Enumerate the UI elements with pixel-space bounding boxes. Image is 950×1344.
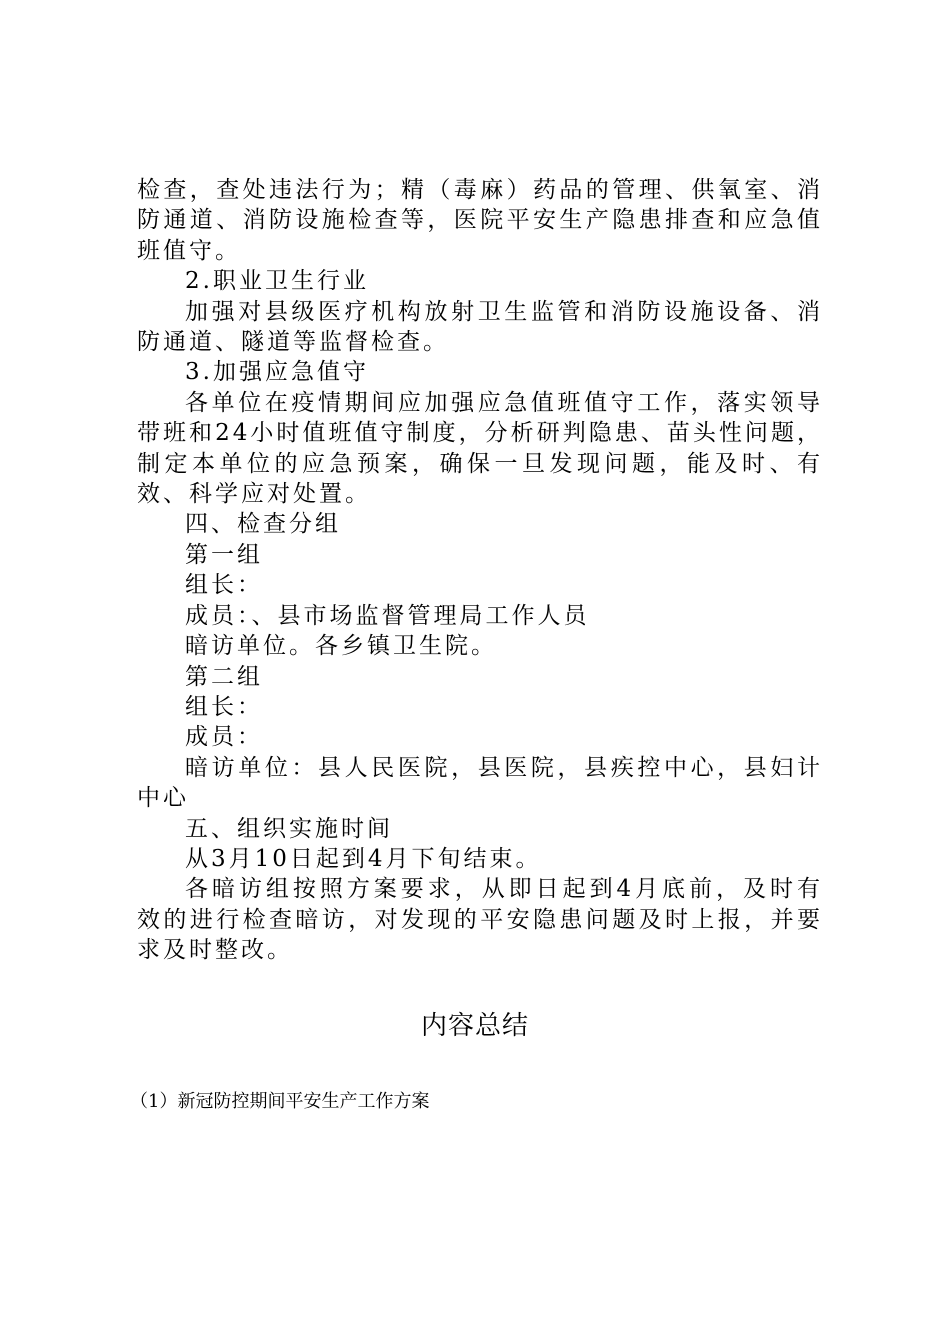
body-paragraph: 3.加强应急值守 — [185, 359, 369, 386]
body-paragraph: 暗访单位。各乡镇卫生院。 — [185, 633, 497, 660]
body-paragraph: 成员： — [185, 724, 263, 751]
body-paragraph: 组长： — [185, 693, 263, 720]
summary-item: （1）新冠防控期间平安生产工作方案 — [130, 1091, 430, 1112]
summary-title: 内容总结 — [420, 1011, 529, 1041]
document-body — [137, 175, 823, 966]
body-paragraph: 检查，查处违法行为；精（毒麻）药品的管理、供氧室、消防通道、消防设施检查等，医院平安生产隐患排查和应急值班值守。 — [137, 177, 823, 264]
body-paragraph: 加强对县级医疗机构放射卫生监管和消防设施设备、消防通道、隧道等监督检查。 — [137, 298, 823, 356]
body-paragraph: 第二组 — [185, 663, 263, 690]
body-paragraph: 从3月10日起到4月下旬结束。 — [185, 845, 542, 872]
body-paragraph: 2.职业卫生行业 — [185, 268, 369, 295]
body-paragraph: 第一组 — [185, 541, 263, 568]
body-paragraph: 各暗访组按照方案要求，从即日起到4月底前，及时有效的进行检查暗访，对发现的平安隐患问题及时上报，并要求及时整改。 — [137, 876, 823, 964]
body-paragraph: 各单位在疫情期间应加强应急值班值守工作，落实领导带班和24小时值班值守制度，分析研判隐患、苗头性问题，制定本单位的应急预案，确保一旦发现问题，能及时、有效、科学应对处置。 — [137, 389, 823, 508]
body-paragraph: 五、组织实施时间 — [185, 815, 393, 842]
body-paragraph: 组长： — [185, 572, 263, 599]
body-paragraph: 成员：、县市场监督管理局工作人员 — [185, 602, 590, 629]
body-paragraph: 四、检查分组 — [185, 511, 341, 538]
body-paragraph: 暗访单位：县人民医院，县医院，县疾控中心，县妇计中心 — [137, 754, 823, 812]
